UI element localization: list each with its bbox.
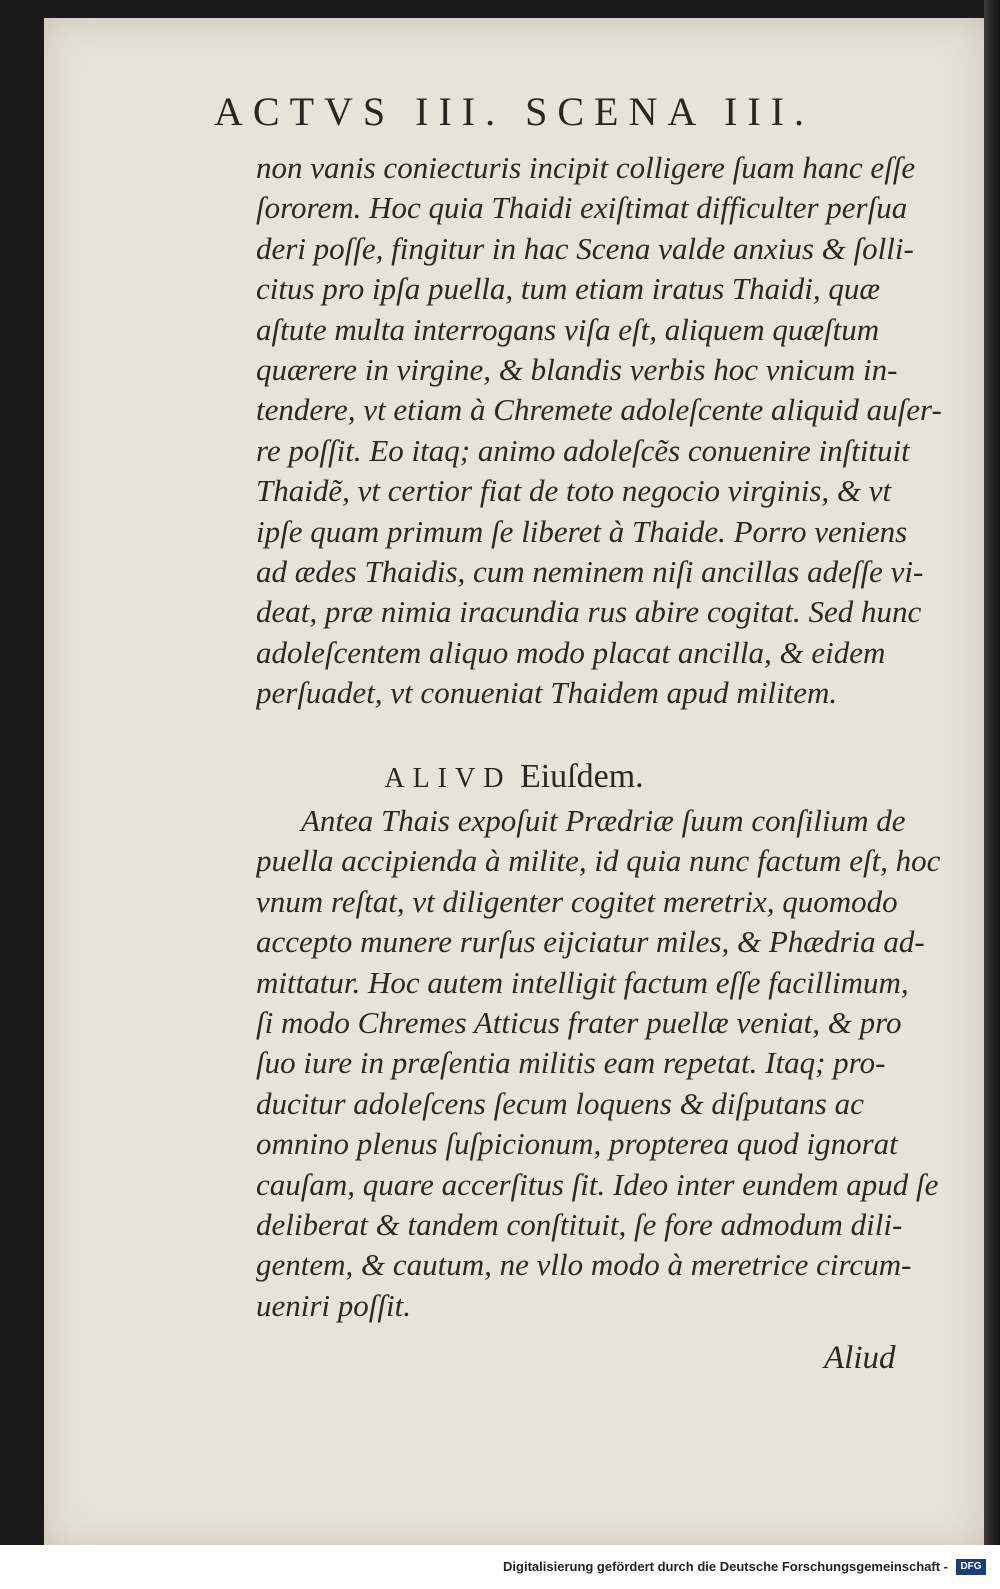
page-edge <box>984 0 1000 1545</box>
paragraph-2 <box>256 801 946 1326</box>
text-line: deri poſſe, fingitur in hac Scena valde anxius & ſolli- <box>256 230 914 266</box>
text-line: tendere, vt etiam à Chremete adoleſcente aliquid auſer- <box>256 392 942 428</box>
text-line: citus pro ipſa puella, tum etiam iratus Thaidi, quæ <box>256 271 881 307</box>
text-line: Thaidẽ, vt certior fiat de toto negocio virginis, & vt <box>256 473 892 509</box>
text-line: aſtute multa interrogans viſa eſt, aliquem quæſtum <box>256 311 880 347</box>
text-line: re poſſit. Eo itaq; animo adoleſcẽs conuenire inſtituit <box>256 432 910 468</box>
funding-credit: Digitalisierung gefördert durch die Deutsche Forschungsgemeinschaft - <box>503 1559 948 1574</box>
text-line: puella accipienda à milite, id quia nunc factum eſt, hoc <box>256 843 941 879</box>
text-line: Antea Thais expoſuit Prædriæ ſuum conſilium de <box>301 803 906 838</box>
paragraph-1 <box>256 148 946 714</box>
running-title: ACTVS III. SCENA III. <box>214 89 814 134</box>
text-line: ſi modo Chremes Atticus frater puellæ veniat, & pro <box>256 1005 902 1041</box>
text-line: ipſe quam primum ſe liberet à Thaide. Porro veniens <box>256 513 908 549</box>
text-line: ducitur adoleſcens ſecum loquens & diſputans ac <box>256 1085 864 1121</box>
section-heading <box>44 758 984 796</box>
text-line: mittatur. Hoc autem intelligit factum eſſe facillimum, <box>256 964 909 1000</box>
text-line: non vanis coniecturis incipit colligere ſuam hanc eſſe <box>256 150 916 185</box>
text-line: perſuadet, vt conueniat Thaidem apud militem. <box>256 675 838 711</box>
text-line: cauſam, quare accerſitus ſit. Ideo inter eundem apud ſe <box>256 1166 939 1202</box>
text-line: deliberat & tandem conſtituit, ſe fore admodum dili- <box>256 1207 903 1243</box>
footer-bar <box>0 1545 1000 1589</box>
text-line: ueniri poſſit. <box>256 1287 411 1323</box>
text-line: accepto munere rurſus eijciatur miles, & Phædria ad- <box>256 924 925 960</box>
text-line: adoleſcentem aliquo modo placat ancilla, & eidem <box>256 634 886 670</box>
text-line: deat, præ nimia iracundia rus abire cogitat. Sed hunc <box>256 594 922 630</box>
text-line: quærere in virgine, & blandis verbis hoc vnicum in- <box>256 352 898 388</box>
text-line: gentem, & cautum, ne vllo modo à meretrice circum- <box>256 1247 912 1283</box>
catchword: Aliud <box>824 1340 896 1376</box>
heading-word-aliud: ALIVD <box>384 763 512 794</box>
text-line: omnino plenus ſuſpicionum, propterea quod ignorat <box>256 1126 898 1162</box>
text-line: ſuo iure in præſentia militis eam repetat. Itaq; pro- <box>256 1045 886 1081</box>
dfg-logo: DFG <box>956 1559 986 1575</box>
text-line: ſororem. Hoc quia Thaidi exiſtimat difficulter perſua <box>256 190 908 226</box>
book-page <box>44 18 984 1548</box>
text-line: ad ædes Thaidis, cum neminem niſi ancillas adeſſe vi- <box>256 554 924 590</box>
text-line: vnum reſtat, vt diligenter cogitet meretrix, quomodo <box>256 883 898 919</box>
heading-word-eiusdem: Eiuſdem. <box>519 758 644 795</box>
